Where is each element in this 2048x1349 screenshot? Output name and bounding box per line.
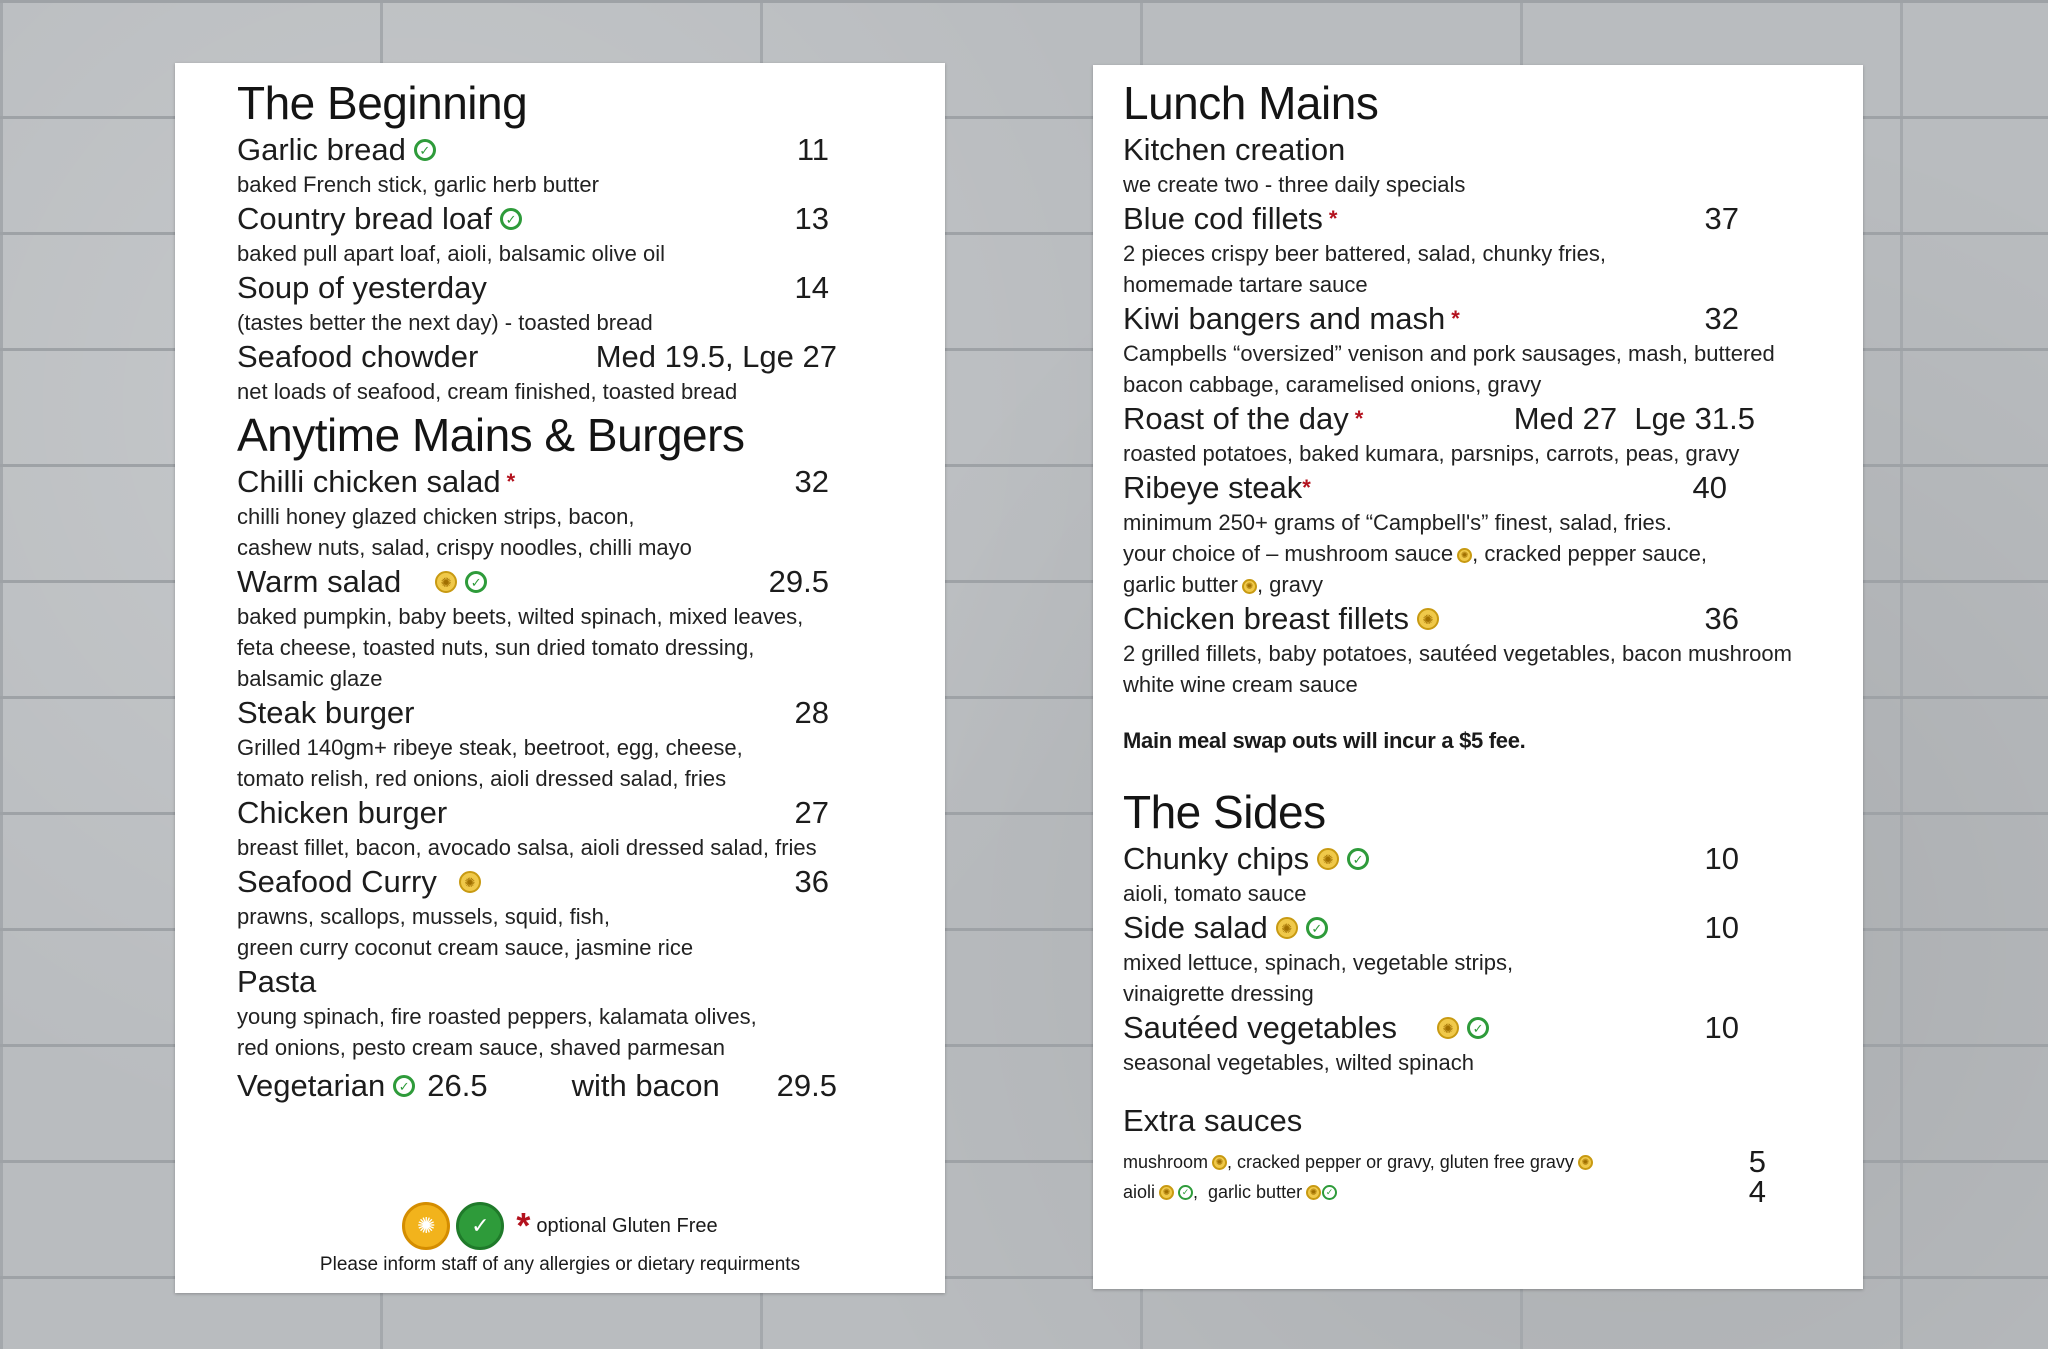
gluten-free-icon: ✺ [1242,579,1257,594]
item-price: 10 [1704,910,1739,945]
menu-item-garlic-bread [237,131,837,200]
vegetarian-icon: ✓ [393,1075,415,1097]
item-description: baked pumpkin, baby beets, wilted spinach, mixed leaves, [237,604,804,629]
gluten-free-icon: ✺ [1457,548,1472,563]
item-description: red onions, pesto cream sauce, shaved parmesan [237,1035,725,1060]
gluten-free-option-icon: * [1302,475,1311,500]
menu-item-roast [1123,400,1803,469]
item-description: prawns, scallops, mussels, squid, fish, [237,904,610,929]
item-price: 36 [1704,601,1739,636]
gluten-free-icon: ✺ [459,871,481,893]
pasta-vegetarian-price: 26.5 [427,1068,488,1103]
menu-item-country-bread-loaf [237,200,837,269]
item-name: Garlic bread [237,132,406,167]
gluten-free-icon: ✺ [1306,1185,1321,1200]
gluten-free-icon: ✺ [1212,1155,1227,1170]
menu-page-right [1093,65,1863,1289]
item-name: Roast of the day [1123,401,1349,436]
item-description: seasonal vegetables, wilted spinach [1123,1050,1475,1075]
item-price: 32 [1704,301,1739,336]
item-description: homemade tartare sauce [1123,272,1368,297]
ribeye-choice-text: , gravy [1256,572,1323,597]
pasta-bacon-label: with bacon [571,1068,720,1103]
menu-item-pasta [237,963,837,1105]
gluten-free-option-icon: * [516,1205,531,1246]
item-price: 28 [794,695,829,730]
item-name: Extra sauces [1123,1103,1303,1138]
item-name: Chunky chips [1123,841,1310,876]
item-name: Steak burger [237,695,415,730]
gluten-free-icon: ✺ [1317,848,1339,870]
item-description: white wine cream sauce [1123,672,1358,697]
item-name: Side salad [1123,910,1268,945]
section-title-sides: The Sides [1123,786,1326,838]
item-price: Med 19.5, Lge 27 [595,339,837,374]
gluten-free-icon: ✺ [1159,1185,1174,1200]
menu-item-chicken-burger [237,794,837,863]
section-title-anytime-mains: Anytime Mains & Burgers [237,409,745,461]
pasta-options [237,1067,837,1105]
item-description: baked French stick, garlic herb butter [237,172,599,197]
item-name: Chicken burger [237,795,448,830]
item-name: Kiwi bangers and mash [1123,301,1446,336]
item-price: 10 [1704,841,1739,876]
item-description: breast fillet, bacon, avocado salsa, aioli dressed salad, fries [237,835,817,860]
sauce-price: 5 [1748,1144,1766,1179]
item-name: Ribeye steak [1123,470,1303,505]
menu-item-kitchen-creation [1123,131,1803,200]
item-name: Sautéed vegetables [1123,1010,1398,1045]
right-content [1123,75,1803,1210]
item-name: Warm salad [237,564,402,599]
gluten-free-icon: ✺ [402,1202,450,1250]
vegetarian-icon: ✓ [1306,917,1328,939]
menu-item-seafood-chowder [237,338,837,407]
ribeye-choice-text: , cracked pepper sauce, [1472,541,1707,566]
item-price: 13 [794,201,829,236]
allergy-footnote: Please inform staff of any allergies or dietary requirments [319,1254,801,1275]
item-description: balsamic glaze [237,666,383,691]
section-title-beginning: The Beginning [237,77,528,129]
item-description [1123,538,1803,569]
sauce-text: mushroom [1123,1152,1209,1172]
item-description: cashew nuts, salad, crispy noodles, chilli mayo [237,535,692,560]
ribeye-choice-text: your choice of – mushroom sauce [1123,541,1454,566]
item-price: 37 [1704,201,1739,236]
dietary-legend [175,1201,945,1279]
item-name: Chicken breast fillets [1123,601,1410,636]
item-description: Campbells “oversized” venison and pork sausages, mash, buttered [1123,341,1775,366]
item-price: 10 [1704,1010,1739,1045]
vegetarian-icon: ✓ [1467,1017,1489,1039]
gluten-free-option-icon: * [506,469,516,494]
item-price: Med 27 Lge 31.5 [1513,401,1755,436]
gluten-free-option-icon: * [1328,206,1338,231]
section-title-lunch-mains: Lunch Mains [1123,77,1379,129]
item-description: we create two - three daily specials [1123,172,1466,197]
item-price: 27 [794,795,829,830]
item-description: net loads of seafood, cream finished, toasted bread [237,379,738,404]
item-description: chilli honey glazed chicken strips, bacon, [237,504,635,529]
item-description: green curry coconut cream sauce, jasmine rice [237,935,694,960]
item-description: mixed lettuce, spinach, vegetable strips, [1123,950,1514,975]
item-price: 29.5 [768,564,829,599]
vegetarian-icon: ✓ [1322,1185,1337,1200]
extra-sauces-title [1123,1102,1803,1140]
item-name: Seafood chowder [237,339,479,374]
item-price: 40 [1692,470,1727,505]
gluten-free-icon: ✺ [1437,1017,1459,1039]
vegetarian-icon: ✓ [414,139,436,161]
item-price: 32 [794,464,829,499]
gluten-free-option-icon: * [1354,406,1364,431]
item-description: Grilled 140gm+ ribeye steak, beetroot, egg, cheese, [237,735,743,760]
menu-item-chicken-breast-fillets [1123,600,1803,700]
menu-item-sauteed-vegetables [1123,1009,1803,1078]
item-description: baked pull apart loaf, aioli, balsamic olive oil [237,241,666,266]
vegetarian-icon: ✓ [456,1202,504,1250]
menu-page-left [175,63,945,1293]
item-description: vinaigrette dressing [1123,981,1314,1006]
item-description: roasted potatoes, baked kumara, parsnips, carrots, peas, gravy [1123,441,1740,466]
menu-item-kiwi-bangers [1123,300,1803,400]
item-name: Blue cod fillets [1123,201,1323,236]
sauce-text: aioli [1123,1182,1156,1202]
left-content [237,75,837,1105]
gluten-free-option-icon: * [1451,306,1460,331]
legend-star-text: optional Gluten Free [536,1215,718,1237]
item-description: (tastes better the next day) - toasted bread [237,310,653,335]
item-description: young spinach, fire roasted peppers, kalamata olives, [237,1004,757,1029]
gluten-free-icon: ✺ [1276,917,1298,939]
item-description: bacon cabbage, caramelised onions, gravy [1123,372,1542,397]
item-description: tomato relish, red onions, aioli dressed salad, fries [237,766,727,791]
gluten-free-icon: ✺ [435,571,457,593]
gluten-free-icon: ✺ [1578,1155,1593,1170]
pasta-vegetarian-label: Vegetarian [237,1068,386,1103]
item-name: Soup of yesterday [237,270,487,305]
item-name: Seafood Curry [237,864,437,899]
menu-item-ribeye-steak [1123,469,1803,600]
pasta-bacon-price: 29.5 [776,1068,837,1103]
item-name: Pasta [237,964,317,999]
menu-item-seafood-curry [237,863,837,963]
item-name: Country bread loaf [237,201,493,236]
item-name: Chilli chicken salad [237,464,501,499]
item-description: aioli, tomato sauce [1123,881,1307,906]
menu-item-soup [237,269,837,338]
ribeye-choice-text: garlic butter [1123,572,1238,597]
menu-item-chilli-chicken-salad [237,463,837,563]
menu-item-side-salad [1123,909,1803,1009]
sauce-price: 4 [1748,1174,1766,1209]
menu-item-blue-cod [1123,200,1803,300]
vegetarian-icon: ✓ [500,208,522,230]
menu-item-chunky-chips [1123,840,1803,909]
sauce-text: , cracked pepper or gravy, gluten free gravy [1227,1152,1574,1172]
item-description: 2 pieces crispy beer battered, salad, chunky fries, [1123,241,1607,266]
item-price: 36 [794,864,829,899]
item-description: 2 grilled fillets, baby potatoes, sautéed vegetables, bacon mushroom [1123,641,1792,666]
menu-item-steak-burger [237,694,837,794]
item-description [1123,569,1803,600]
item-price: 14 [794,270,829,305]
item-description: feta cheese, toasted nuts, sun dried tomato dressing, [237,635,755,660]
item-price: 11 [796,132,829,167]
gluten-free-icon: ✺ [1417,608,1439,630]
vegetarian-icon: ✓ [465,571,487,593]
item-name: Kitchen creation [1123,132,1346,167]
sauce-text: , garlic butter [1193,1182,1303,1202]
swap-out-fee-note: Main meal swap outs will incur a $5 fee. [1123,728,1526,753]
item-description: minimum 250+ grams of “Campbell's” finest, salad, fries. [1123,510,1672,535]
vegetarian-icon: ✓ [1178,1185,1193,1200]
vegetarian-icon: ✓ [1347,848,1369,870]
menu-item-warm-salad [237,563,837,694]
